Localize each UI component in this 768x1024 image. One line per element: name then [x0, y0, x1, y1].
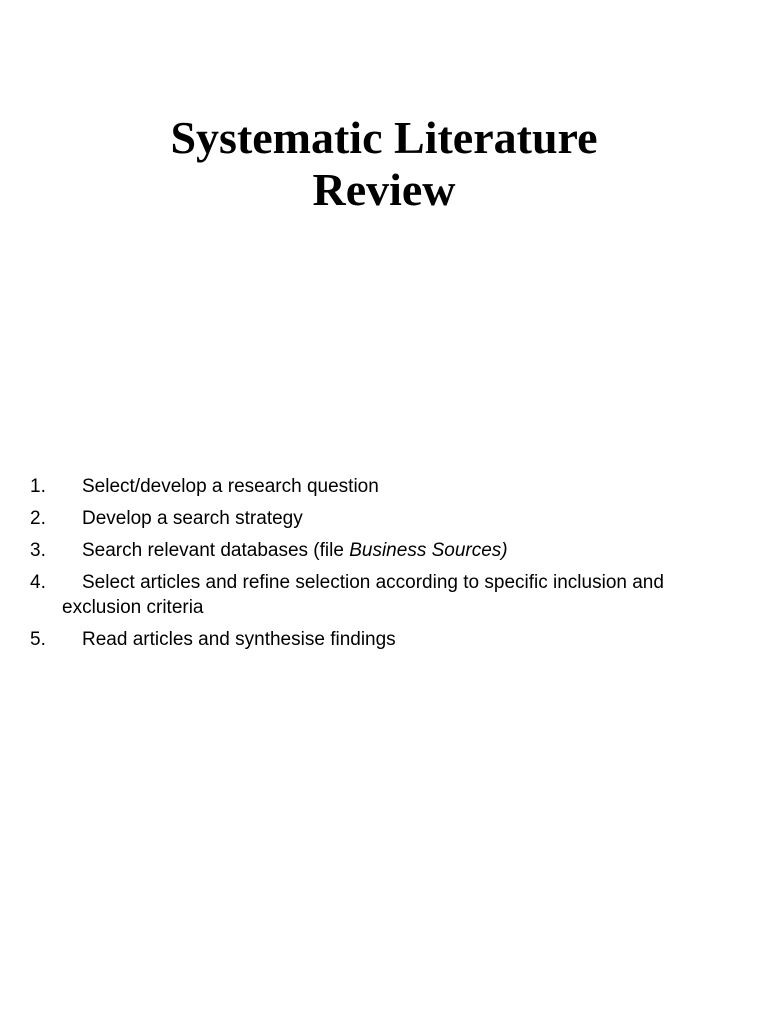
steps-list	[30, 474, 750, 659]
step-text: Develop a search strategy	[82, 508, 303, 529]
step-text: Search relevant databases (file	[82, 540, 350, 561]
step-number: 2.	[30, 508, 46, 529]
step-number: 1.	[30, 476, 46, 497]
step-item	[30, 538, 750, 563]
step-text: Select articles and refine selection according to specific inclusion and	[82, 572, 664, 593]
step-number: 4.	[30, 572, 46, 593]
title-line-1: Systematic Literature	[170, 112, 598, 163]
step-text-italic: Business Sources)	[349, 540, 508, 561]
step-item	[30, 627, 750, 652]
slide-title	[0, 112, 768, 216]
step-item	[30, 474, 750, 499]
step-text: Select/develop a research question	[82, 476, 379, 497]
title-line-2: Review	[312, 164, 456, 215]
step-text-continuation: exclusion criteria	[62, 597, 204, 618]
step-number: 5.	[30, 629, 46, 650]
step-item	[30, 570, 750, 620]
step-number: 3.	[30, 540, 46, 561]
step-item	[30, 506, 750, 531]
step-text: Read articles and synthesise findings	[82, 629, 396, 650]
